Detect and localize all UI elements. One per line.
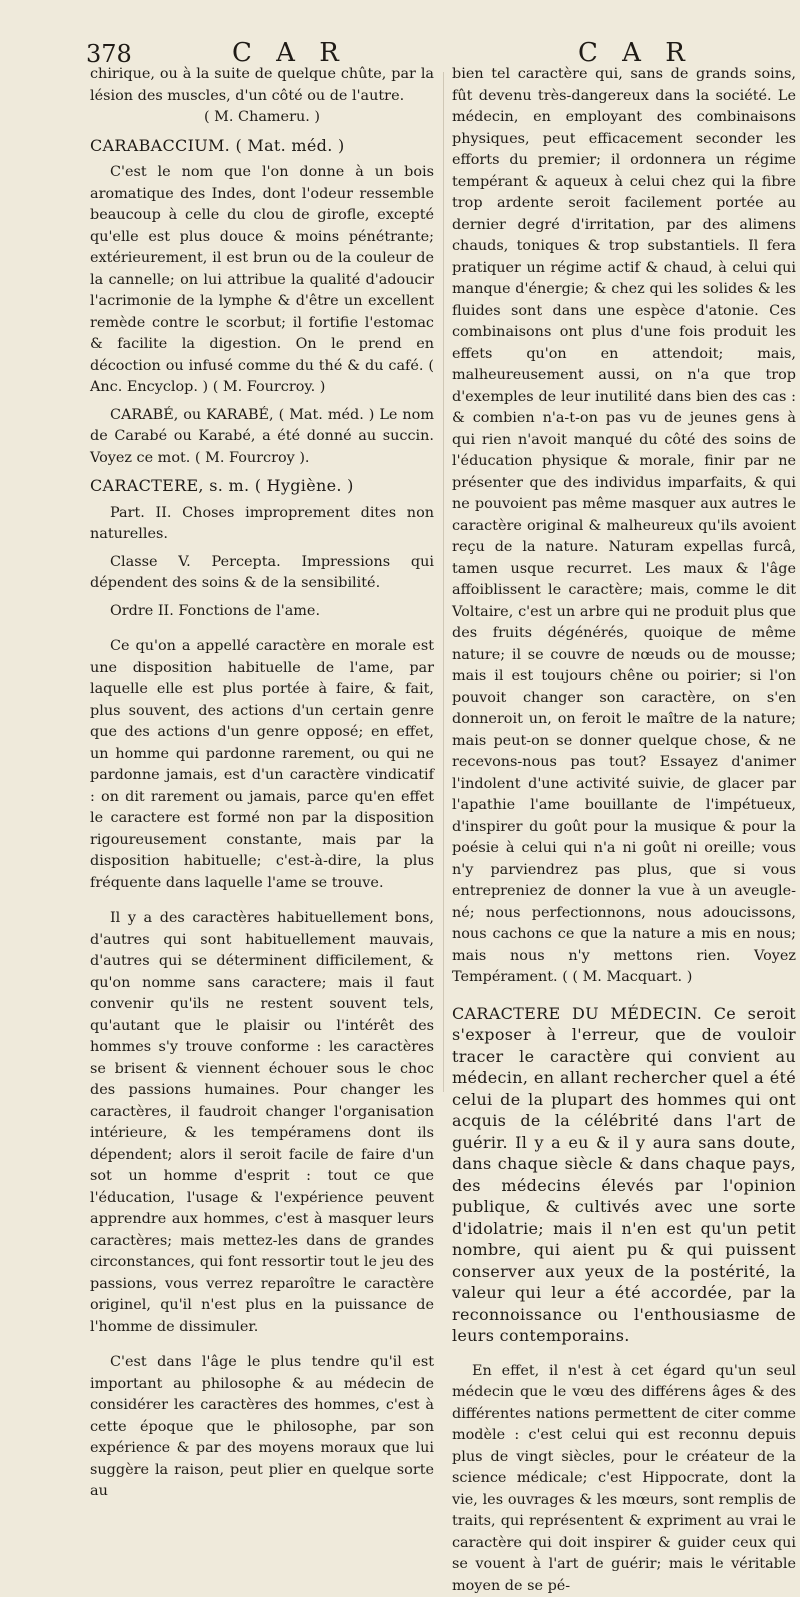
paragraph: Il y a des caractères habituellement bons, d'autres qui sont habituellement mauvais, d'autres qui se déterminent difficilement, & qu'on nomme sans caractere; mais il faut convenir qu'ils ne restent souvent tels, qu'autant que le plaisir ou l'intérêt des hommes s'y trouve conforme : les caractères se brisent & viennent échouer sous le choc des passions humaines. Pour changer les caractères, il faudroit changer l'organisation intérieure, & les tempéramens dont ils dépendent; alors il seroit facile de faire d'un sot un homme d'esprit : tout ce que l'éducation, l'usage & l'expérience peuvent apprendre aux hommes, c'est à masquer leurs caractères; mais mettez-les dans de grandes circonstances, qui font ressortir tout le jeu des passions, vous verrez reparoître le caractère originel, qu'il n'est plus en la puissance de l'homme de dissimuler. <box>90 908 434 1338</box>
paragraph: CARACTERE DU MÉDECIN. Ce seroit s'exposer à l'erreur, que de vouloir tracer le caractère qui convient au médecin, en allant rechercher quel a été celui de la plupart des hommes qui ont acquis de la célébrité dans l'art de guérir. Il y a eu & il y aura sans doute, dans chaque siècle & dans chaque pays, des médecins élevés par l'opinion publique, & cultivés avec une sorte d'idolatrie; mais il n'en est qu'un petit nombre, qui aient pu & qui puissent conserver aux yeux de la postérité, la valeur qui leur a été accordée, par la reconnoissance ou l'enthousiasme de leurs contemporains. <box>452 1003 796 1347</box>
running-head-left: C A R <box>232 38 347 68</box>
paragraph: ( M. Chameru. ) <box>90 107 434 129</box>
paragraph: Part. II. Choses improprement dites non naturelles. <box>90 503 434 546</box>
paragraph: C'est dans l'âge le plus tendre qu'il est important au philosophe & au médecin de considérer les caractères des hommes, c'est à cette époque que le philosophe, par son expérience & par des moyens moraux que lui suggère la raison, peut plier en quelque sorte au <box>90 1352 434 1503</box>
page-number: 378 <box>86 40 132 68</box>
paragraph: C'est le nom que l'on donne à un bois aromatique des Indes, dont l'odeur ressemble beaucoup à celle du clou de girofle, excepté qu'elle est plus douce & moins pénétrante; extérieurement, il est brun ou de la couleur de la cannelle; on lui attribue la qualité d'adoucir l'acrimonie de la lymphe & d'être un excellent remède contre le scorbut; il fortifie l'estomac & facilite la digestion. On le prend en décoction ou infusé comme du thé & du café. ( Anc. Encyclop. ) ( M. Fourcroy. ) <box>90 162 434 399</box>
paragraph: CARABACCIUM. ( Mat. méd. ) <box>90 135 434 157</box>
paragraph: CARABÉ, ou KARABÉ, ( Mat. méd. ) Le nom de Carabé ou Karabé, a été donné au succin. Voyez ce mot. ( M. Fourcroy ). <box>90 405 434 470</box>
column-divider <box>443 72 444 1092</box>
right-column <box>452 64 796 1597</box>
running-head-right: C A R <box>578 38 693 68</box>
paragraph: Classe V. Percepta. Impressions qui dépendent des soins & de la sensibilité. <box>90 552 434 595</box>
paragraph: bien tel caractère qui, sans de grands soins, fût devenu très-dangereux dans la société. Le médecin, en employant des combinaisons physiques, peut efficacement seconder les efforts du premier; il ordonnera un régime tempérant & aqueux à celui chez qui la fibre trop ardente seroit facilement portée au dernier degré d'irritation, par des alimens chauds, toniques & trop substantiels. Il fera pratiquer un régime actif & chaud, à celui qui manque d'énergie; & chez qui les solides & les fluides sont dans une espèce d'atonie. Ces combinaisons ont plus d'une fois produit les effets qu'on en attendoit; mais, malheureusement aussi, on n'a que trop d'exemples de leur inutilité dans bien des cas : & combien n'a-t-on pas vu de jeunes gens à qui rien n'avoit manqué du côté des soins de l'éducation physique & morale, finir par ne présenter que des individus imparfaits, & qui ne pouvoient pas même masquer aux autres le caractère original & malheureux qu'ils avoient reçu de la nature. Naturam expellas furcâ, tamen usque recurret. Les maux & l'âge affoiblissent le caractère; mais, comme le dit Voltaire, c'est un arbre qui ne produit plus que des fruits dégénérés, quoique de même nature; il se couvre de nœuds ou de mousse; mais il est toujours chêne ou poirier; si l'on pouvoit changer son caractère, on s'en donneroit un, on feroit le maître de la nature; mais peut-on se donner quelque chose, & ne recevons-nous pas tout? Essayez d'animer l'indolent d'une activité suivie, de glacer par l'apathie l'ame bouillante de l'impétueux, d'inspirer du goût pour la musique & pour la poésie à celui qui n'a ni goût ni oreille; vous n'y parviendrez pas plus, que si vous entrepreniez de donner la vue à un aveugle-né; nous perfectionnons, nous adoucissons, nous cachons ce que la nature a mis en nous; mais nous n'y mettons rien. Voyez Tempérament. ( ( M. Macquart. ) <box>452 64 796 989</box>
paragraph: Ce qu'on a appellé caractère en morale est une disposition habituelle de l'ame, par laquelle elle est plus portée à faire, & fait, plus souvent, des actions d'un certain genre que des actions d'un genre opposé; en effet, un homme qui pardonne rarement, ou qui ne pardonne jamais, est d'un caractère vindicatif : on dit rarement ou jamais, parce qu'en effet le caractere est formé non par la disposition rigoureusement constante, mais par la disposition habituelle; c'est-à-dire, la plus fréquente dans laquelle l'ame se trouve. <box>90 636 434 894</box>
paragraph: Ordre II. Fonctions de l'ame. <box>90 601 434 623</box>
left-column <box>90 64 434 1503</box>
paragraph: CARACTERE, s. m. ( Hygiène. ) <box>90 475 434 497</box>
paragraph: En effet, il n'est à cet égard qu'un seul médecin que le vœu des différens âges & des différentes nations permettent de citer comme modèle : c'est celui qui est reconnu depuis plus de vingt siècles, pour le créateur de la science médicale; c'est Hippocrate, dont la vie, les ouvrages & les mœurs, sont remplis de traits, qui représentent & expriment au vrai le caractère qui doit inspirer & guider ceux qui se vouent à l'art de guérir; mais le véritable moyen de se pé- <box>452 1361 796 1597</box>
paragraph: chirique, ou à la suite de quelque chûte, par la lésion des muscles, d'un côté ou de l'autre. <box>90 64 434 107</box>
